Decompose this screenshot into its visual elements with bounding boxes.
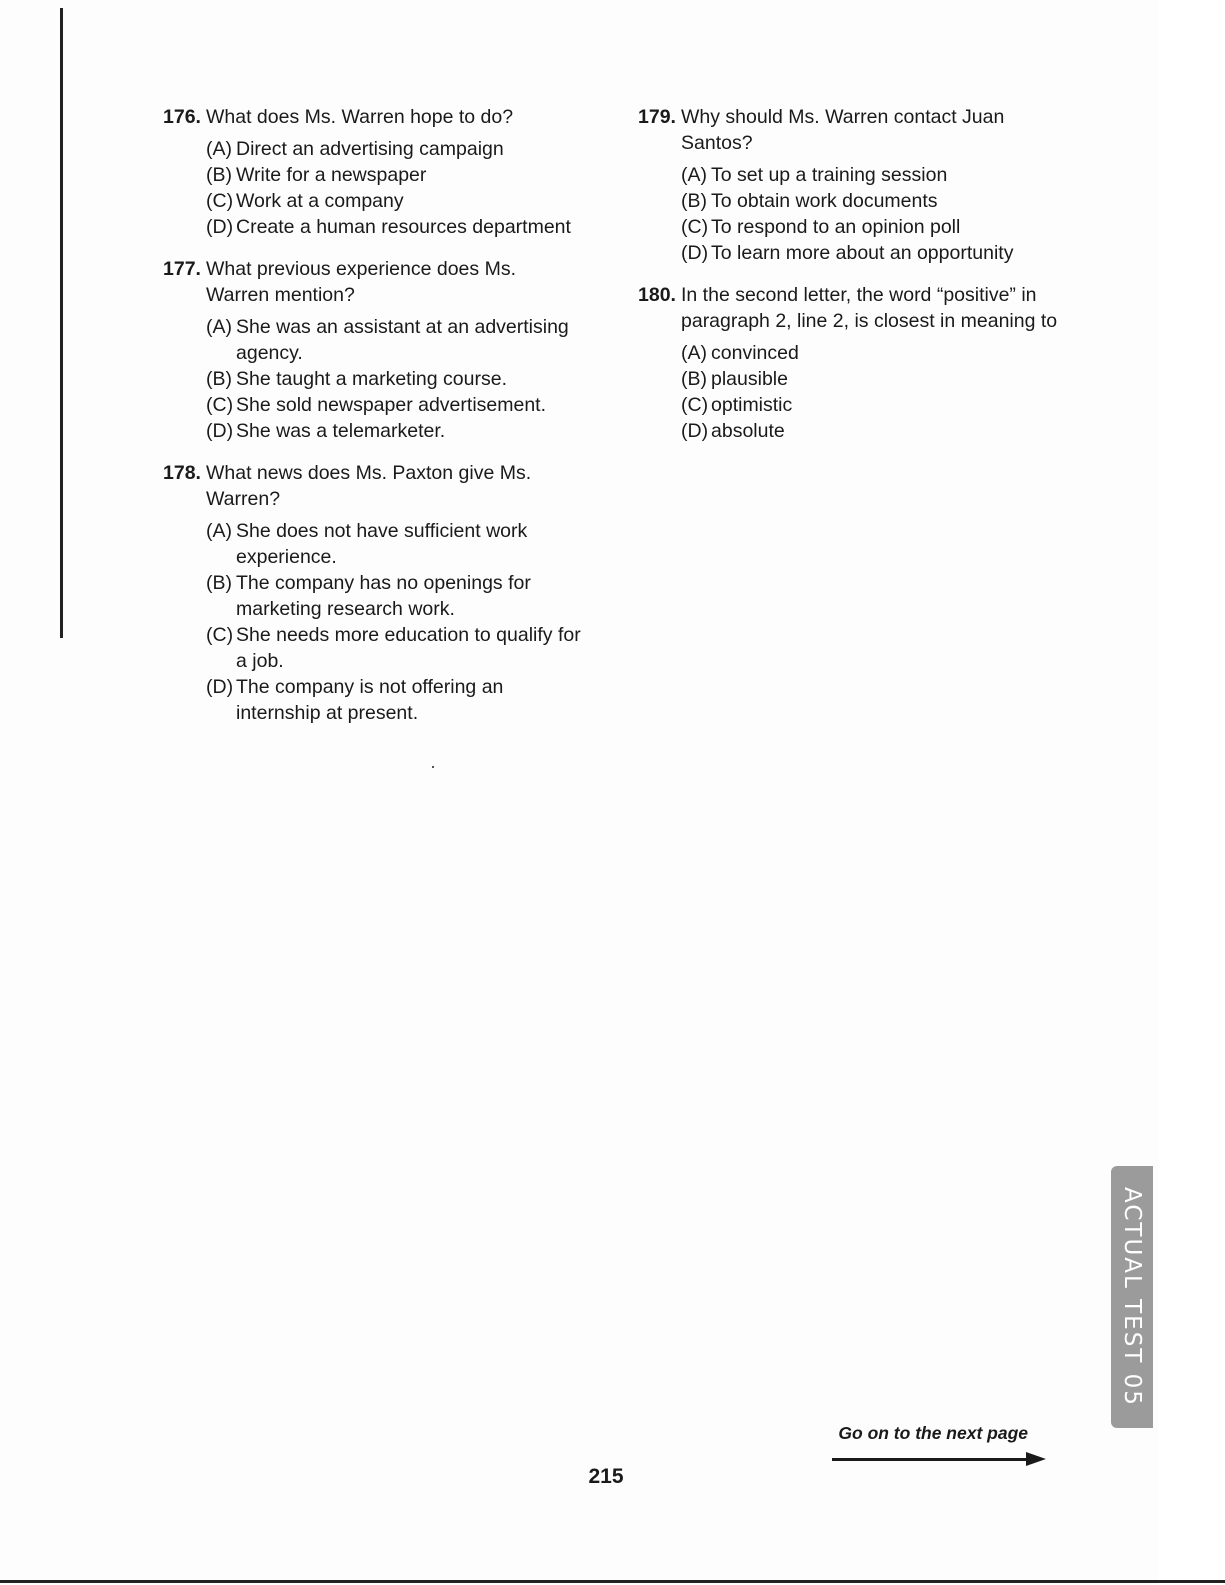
question-number: 178. xyxy=(163,462,201,484)
answer-options xyxy=(206,518,583,726)
option-letter: (C) xyxy=(681,394,709,416)
option-text: She taught a marketing course. xyxy=(236,368,507,390)
option-text: To obtain work documents xyxy=(711,190,938,212)
answer-option[interactable] xyxy=(681,392,1068,418)
answer-options xyxy=(206,136,583,240)
option-letter: (C) xyxy=(206,394,234,416)
answer-option[interactable] xyxy=(206,674,583,726)
question-stem xyxy=(163,104,583,130)
section-tab xyxy=(1111,1166,1153,1428)
answer-option[interactable] xyxy=(206,622,583,674)
question xyxy=(163,460,583,726)
option-letter: (B) xyxy=(206,572,232,594)
answer-option[interactable] xyxy=(206,570,583,622)
option-letter: (A) xyxy=(681,342,707,364)
answer-option[interactable] xyxy=(681,162,1068,188)
option-text: She needs more education to qualify for a job. xyxy=(236,624,581,672)
next-page-label: Go on to the next page xyxy=(838,1423,1028,1443)
question-text: In the second letter, the word “positive” in paragraph 2, line 2, is closest in meaning to xyxy=(681,284,1058,332)
question xyxy=(638,282,1068,444)
option-text: Direct an advertising campaign xyxy=(236,138,504,160)
option-letter: (A) xyxy=(206,520,232,542)
option-text: To respond to an opinion poll xyxy=(711,216,961,238)
option-letter: (A) xyxy=(206,138,232,160)
answer-option[interactable] xyxy=(206,188,583,214)
answer-option[interactable] xyxy=(681,418,1068,444)
option-text: Work at a company xyxy=(236,190,404,212)
option-text: plausible xyxy=(711,368,788,390)
option-text: The company has no openings for marketing research work. xyxy=(236,572,531,620)
scan-edge xyxy=(1158,0,1225,1585)
next-page-indicator xyxy=(830,1423,1050,1466)
answer-option[interactable] xyxy=(206,214,583,240)
right-arrow-icon xyxy=(830,1452,1050,1466)
option-letter: (B) xyxy=(681,190,707,212)
option-text: convinced xyxy=(711,342,799,364)
answer-option[interactable] xyxy=(206,392,583,418)
option-letter: (D) xyxy=(681,420,709,442)
answer-option[interactable] xyxy=(206,314,583,366)
option-letter: (D) xyxy=(681,242,709,264)
question-text: What news does Ms. Paxton give Ms. Warren? xyxy=(206,462,532,510)
question-text: What does Ms. Warren hope to do? xyxy=(206,106,514,128)
speck xyxy=(432,766,434,768)
option-letter: (C) xyxy=(206,624,234,646)
question-stem xyxy=(163,460,583,512)
option-letter: (D) xyxy=(206,216,234,238)
option-text: She does not have sufficient work experience. xyxy=(236,520,528,568)
margin-rule xyxy=(60,8,63,638)
option-letter: (A) xyxy=(206,316,232,338)
option-letter: (A) xyxy=(681,164,707,186)
option-letter: (B) xyxy=(206,368,232,390)
question-stem xyxy=(638,282,1068,334)
question-number: 176. xyxy=(163,106,201,128)
question-number: 179. xyxy=(638,106,676,128)
answer-option[interactable] xyxy=(681,214,1068,240)
section-tab-label: ACTUAL TEST 05 xyxy=(1119,1187,1145,1407)
answer-option[interactable] xyxy=(206,366,583,392)
answer-option[interactable] xyxy=(681,340,1068,366)
page-number: 215 xyxy=(588,1465,624,1488)
option-letter: (D) xyxy=(206,676,234,698)
answer-option[interactable] xyxy=(206,136,583,162)
question-text: What previous experience does Ms. Warren mention? xyxy=(206,258,516,306)
question xyxy=(163,256,583,444)
option-text: She sold newspaper advertisement. xyxy=(236,394,547,416)
option-text: She was an assistant at an advertising agency. xyxy=(236,316,569,364)
option-text: The company is not offering an internship at present. xyxy=(236,676,504,724)
bottom-rule xyxy=(0,1580,1225,1583)
option-text: Write for a newspaper xyxy=(236,164,427,186)
question-stem xyxy=(163,256,583,308)
question-stem xyxy=(638,104,1068,156)
option-letter: (D) xyxy=(206,420,234,442)
option-text: optimistic xyxy=(711,394,793,416)
question-number: 180. xyxy=(638,284,676,306)
answer-option[interactable] xyxy=(206,418,583,444)
answer-option[interactable] xyxy=(206,162,583,188)
option-text: To learn more about an opportunity xyxy=(711,242,1014,264)
option-text: She was a telemarketer. xyxy=(236,420,446,442)
answer-options xyxy=(206,314,583,444)
option-letter: (B) xyxy=(206,164,232,186)
left-column xyxy=(163,104,583,742)
option-text: Create a human resources department xyxy=(236,216,571,238)
answer-option[interactable] xyxy=(681,188,1068,214)
answer-option[interactable] xyxy=(681,366,1068,392)
option-letter: (B) xyxy=(681,368,707,390)
right-column xyxy=(638,104,1068,460)
option-letter: (C) xyxy=(681,216,709,238)
question-text: Why should Ms. Warren contact Juan Santos? xyxy=(681,106,1005,154)
question xyxy=(163,104,583,240)
answer-options xyxy=(681,340,1068,444)
question-number: 177. xyxy=(163,258,201,280)
answer-option[interactable] xyxy=(681,240,1068,266)
option-letter: (C) xyxy=(206,190,234,212)
option-text: To set up a training session xyxy=(711,164,948,186)
answer-options xyxy=(681,162,1068,266)
question xyxy=(638,104,1068,266)
answer-option[interactable] xyxy=(206,518,583,570)
option-text: absolute xyxy=(711,420,785,442)
